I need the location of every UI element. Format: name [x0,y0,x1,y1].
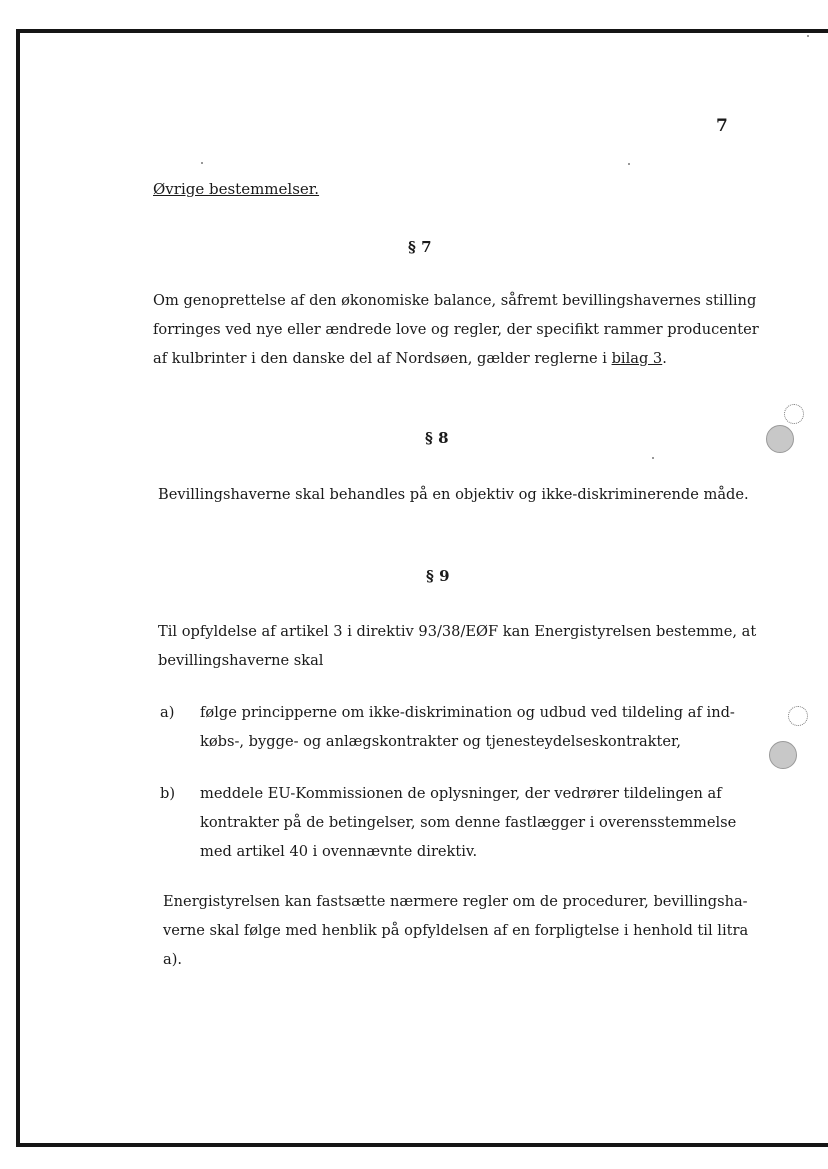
scan-speck [628,163,630,165]
punch-hole [766,425,794,453]
text-line: verne skal følge med henblik på opfyldelsen af en forpligtelse i henhold til litra [163,922,749,939]
text-line: følge principperne om ikke-diskrimination og udbud ved tildeling af ind- [200,704,735,721]
paragraph-7-heading: § 7 [408,238,432,256]
paragraph-9-heading: § 9 [426,567,450,585]
text-line: Om genoprettelse af den økonomiske balance, såfremt bevillingshavernes stilling [153,292,757,309]
text-fragment: . [662,350,667,367]
text-line: Til opfyldelse af artikel 3 i direktiv 93/38/EØF kan Energistyrelsen bestemme, at [158,623,757,640]
list-item-marker: b) [160,785,176,802]
section-heading: Øvrige bestemmelser. [153,180,320,198]
punch-mark [784,404,804,424]
scan-speck [652,457,654,459]
punch-hole [769,741,797,769]
scan-frame-left [16,29,20,1147]
text-line: Energistyrelsen kan fastsætte nærmere regler om de procedurer, bevillingsha- [163,893,748,910]
page-number: 7 [716,116,728,136]
text-line: med artikel 40 i ovennævnte direktiv. [200,843,478,860]
text-line [153,344,715,373]
text-line: meddele EU-Kommissionen de oplysninger, der vedrører tildelingen af [200,785,722,802]
scan-speck [201,162,203,164]
paragraph-9-intro [158,617,757,675]
list-item-text [200,698,735,756]
text-line: bevillingshaverne skal [158,652,324,669]
scan-frame-bottom [16,1143,828,1147]
paragraph-9-closing [163,887,749,974]
text-fragment: af kulbrinter i den danske del af Nordsøen, gælder reglerne i [153,350,612,367]
list-item-marker: a) [160,704,175,721]
text-line: forringes ved nye eller ændrede love og regler, der specifikt rammer producenter [153,321,759,338]
punch-mark [788,706,808,726]
scan-speck [807,35,809,37]
paragraph-8-text [158,480,749,509]
bilag-3-link[interactable]: bilag 3 [611,350,663,367]
text-line: Bevillingshaverne skal behandles på en objektiv og ikke-diskriminerende måde. [158,486,749,503]
list-item-text [200,779,737,866]
paragraph-7-text [153,286,759,373]
paragraph-8-heading: § 8 [425,429,449,447]
text-line: kontrakter på de betingelser, som denne fastlægger i overensstemmelse [200,814,737,831]
scan-frame-top [16,29,828,33]
text-line: a). [163,951,183,968]
text-line: købs-, bygge- og anlægskontrakter og tjenesteydelseskontrakter, [200,733,682,750]
